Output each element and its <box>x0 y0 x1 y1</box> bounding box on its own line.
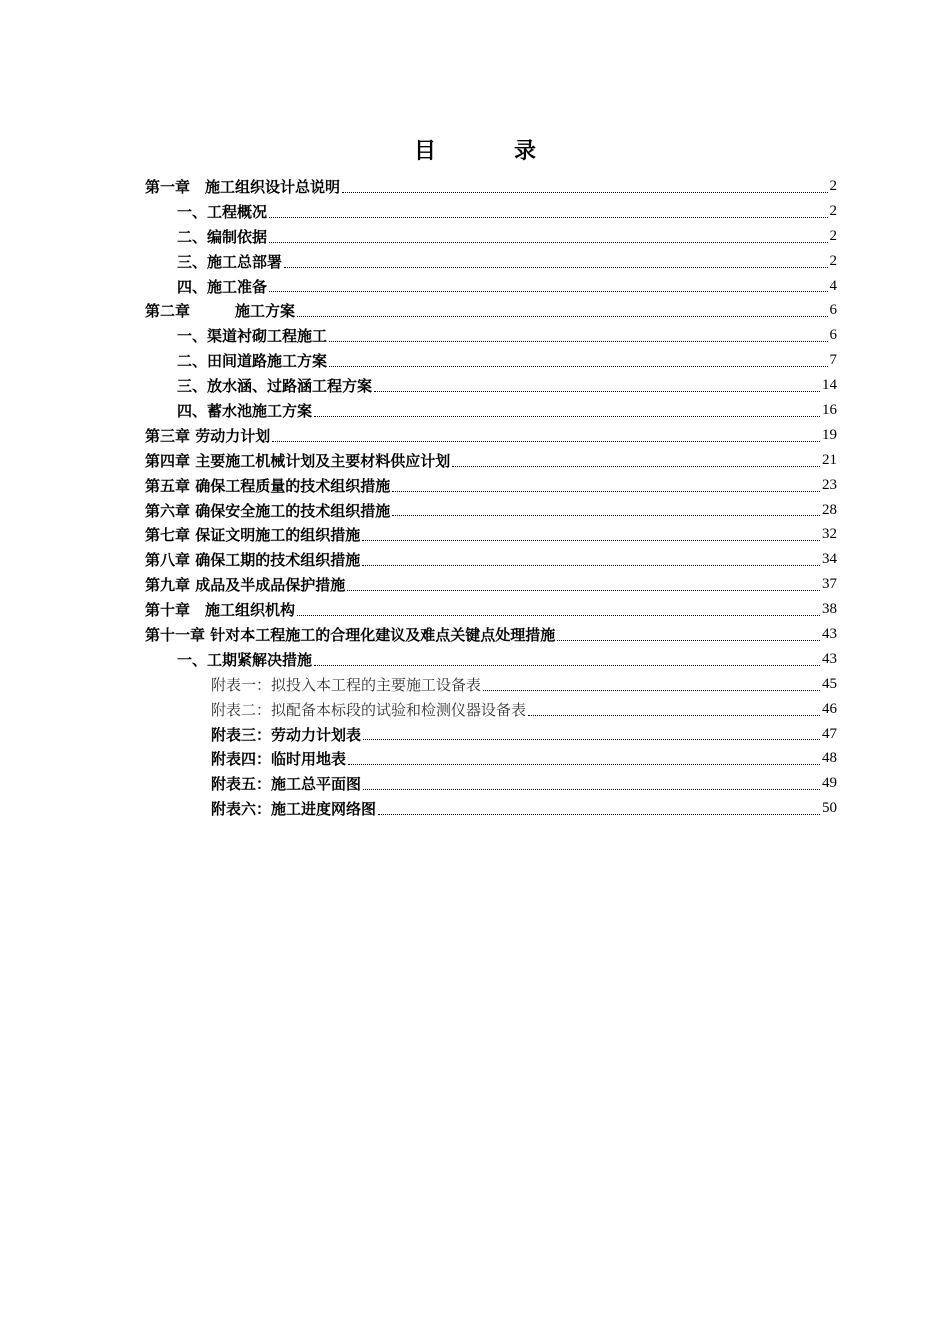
toc-entry-page-number: 37 <box>822 576 837 593</box>
toc-entry-page-number: 23 <box>822 476 837 493</box>
toc-entry[interactable] <box>145 398 837 423</box>
toc-entry-page-number: 14 <box>822 377 837 394</box>
toc-entry[interactable] <box>145 722 837 747</box>
toc-entry-page-number: 34 <box>822 551 837 568</box>
toc-entry-page-number: 2 <box>829 252 837 269</box>
table-of-contents <box>145 174 837 821</box>
toc-entry[interactable] <box>145 597 837 622</box>
toc-entry-label: 一、工期紧解决措施 <box>177 650 313 669</box>
toc-leader-dots <box>363 788 820 790</box>
toc-entry-label: 附表一：拟投入本工程的主要施工设备表 <box>211 675 482 694</box>
toc-entry-label: 第一章 施工组织设计总说明 <box>145 177 341 196</box>
toc-leader-dots <box>374 390 820 392</box>
toc-entry-label: 一、工程概况 <box>177 202 268 221</box>
toc-entry-label: 一、渠道衬砌工程施工 <box>177 327 328 346</box>
toc-entry-label: 第三章 劳动力计划 <box>145 426 271 445</box>
toc-entry-page-number: 2 <box>829 227 837 244</box>
toc-entry-page-number: 46 <box>822 700 837 717</box>
toc-leader-dots <box>269 290 827 292</box>
toc-leader-dots <box>557 639 820 641</box>
toc-entry-page-number: 28 <box>822 501 837 518</box>
toc-leader-dots <box>314 664 820 666</box>
toc-leader-dots <box>269 216 827 218</box>
toc-entry[interactable] <box>145 224 837 249</box>
toc-leader-dots <box>363 738 820 740</box>
toc-leader-dots <box>284 266 827 268</box>
toc-entry-label: 第九章 成品及半成品保护措施 <box>145 576 346 595</box>
toc-entry-label: 附表二：拟配备本标段的试验和检测仪器设备表 <box>211 700 527 719</box>
toc-entry[interactable] <box>145 373 837 398</box>
toc-entry[interactable] <box>145 746 837 771</box>
toc-entry-label: 三、放水涵、过路涵工程方案 <box>177 377 373 396</box>
toc-leader-dots <box>297 614 820 616</box>
toc-entry[interactable] <box>145 796 837 821</box>
toc-entry-page-number: 45 <box>822 675 837 692</box>
toc-entry[interactable] <box>145 199 837 224</box>
toc-leader-dots <box>297 315 827 317</box>
toc-entry-label: 第十一章 针对本工程施工的合理化建议及难点关键点处理措施 <box>145 625 556 644</box>
toc-entry-label: 附表三：劳动力计划表 <box>211 725 362 744</box>
toc-entry-page-number: 2 <box>829 177 837 194</box>
toc-entry-page-number: 32 <box>822 526 837 543</box>
toc-entry-page-number: 19 <box>822 426 837 443</box>
toc-entry[interactable] <box>145 448 837 473</box>
toc-entry-label: 第四章 主要施工机械计划及主要材料供应计划 <box>145 451 451 470</box>
toc-entry[interactable] <box>145 473 837 498</box>
toc-entry-label: 四、蓄水池施工方案 <box>177 401 313 420</box>
toc-entry-label: 第七章 保证文明施工的组织措施 <box>145 526 361 545</box>
toc-entry-label: 附表六：施工进度网络图 <box>211 800 377 819</box>
toc-entry[interactable] <box>145 672 837 697</box>
toc-leader-dots <box>269 241 827 243</box>
toc-entry[interactable] <box>145 174 837 199</box>
toc-entry-label: 四、施工准备 <box>177 277 268 296</box>
toc-entry-label: 第二章 施工方案 <box>145 302 296 321</box>
toc-entry[interactable] <box>145 572 837 597</box>
toc-entry[interactable] <box>145 547 837 572</box>
toc-leader-dots <box>362 539 820 541</box>
toc-entry-label: 三、施工总部署 <box>177 252 283 271</box>
toc-entry-page-number: 4 <box>829 277 837 294</box>
toc-entry-page-number: 49 <box>822 775 837 792</box>
toc-leader-dots <box>378 813 820 815</box>
toc-leader-dots <box>348 763 820 765</box>
toc-entry-label: 第八章 确保工期的技术组织措施 <box>145 551 361 570</box>
toc-entry[interactable] <box>145 498 837 523</box>
toc-entry[interactable] <box>145 647 837 672</box>
toc-entry-page-number: 21 <box>822 451 837 468</box>
toc-entry[interactable] <box>145 249 837 274</box>
toc-entry-page-number: 7 <box>829 352 837 369</box>
toc-entry[interactable] <box>145 274 837 299</box>
toc-leader-dots <box>314 415 820 417</box>
toc-leader-dots <box>483 689 820 691</box>
toc-leader-dots <box>528 714 820 716</box>
toc-entry-page-number: 48 <box>822 750 837 767</box>
toc-entry[interactable] <box>145 622 837 647</box>
toc-entry-label: 附表四：临时用地表 <box>211 750 347 769</box>
toc-entry[interactable] <box>145 298 837 323</box>
toc-leader-dots <box>342 191 827 193</box>
toc-entry[interactable] <box>145 423 837 448</box>
toc-entry[interactable] <box>145 348 837 373</box>
toc-entry-page-number: 6 <box>829 302 837 319</box>
toc-entry-label: 第十章 施工组织机构 <box>145 601 296 620</box>
toc-entry-page-number: 43 <box>822 625 837 642</box>
toc-entry-page-number: 6 <box>829 327 837 344</box>
toc-entry-label: 第五章 确保工程质量的技术组织措施 <box>145 476 391 495</box>
toc-entry-label: 附表五：施工总平面图 <box>211 775 362 794</box>
toc-leader-dots <box>347 589 820 591</box>
toc-leader-dots <box>392 514 820 516</box>
toc-entry-page-number: 2 <box>829 202 837 219</box>
toc-entry-label: 第六章 确保安全施工的技术组织措施 <box>145 501 391 520</box>
toc-leader-dots <box>272 440 820 442</box>
toc-leader-dots <box>329 365 827 367</box>
toc-entry-page-number: 50 <box>822 800 837 817</box>
toc-leader-dots <box>329 340 827 342</box>
toc-entry-page-number: 47 <box>822 725 837 742</box>
toc-title: 目 录 <box>413 139 564 164</box>
toc-entry-page-number: 16 <box>822 401 837 418</box>
toc-entry[interactable] <box>145 697 837 722</box>
toc-entry-label: 二、编制依据 <box>177 227 268 246</box>
toc-entry[interactable] <box>145 522 837 547</box>
toc-entry[interactable] <box>145 771 837 796</box>
toc-leader-dots <box>362 564 820 566</box>
toc-entry[interactable] <box>145 323 837 348</box>
toc-entry-page-number: 43 <box>822 650 837 667</box>
toc-leader-dots <box>452 465 820 467</box>
toc-entry-page-number: 38 <box>822 601 837 618</box>
toc-leader-dots <box>392 490 820 492</box>
toc-entry-label: 二、田间道路施工方案 <box>177 352 328 371</box>
